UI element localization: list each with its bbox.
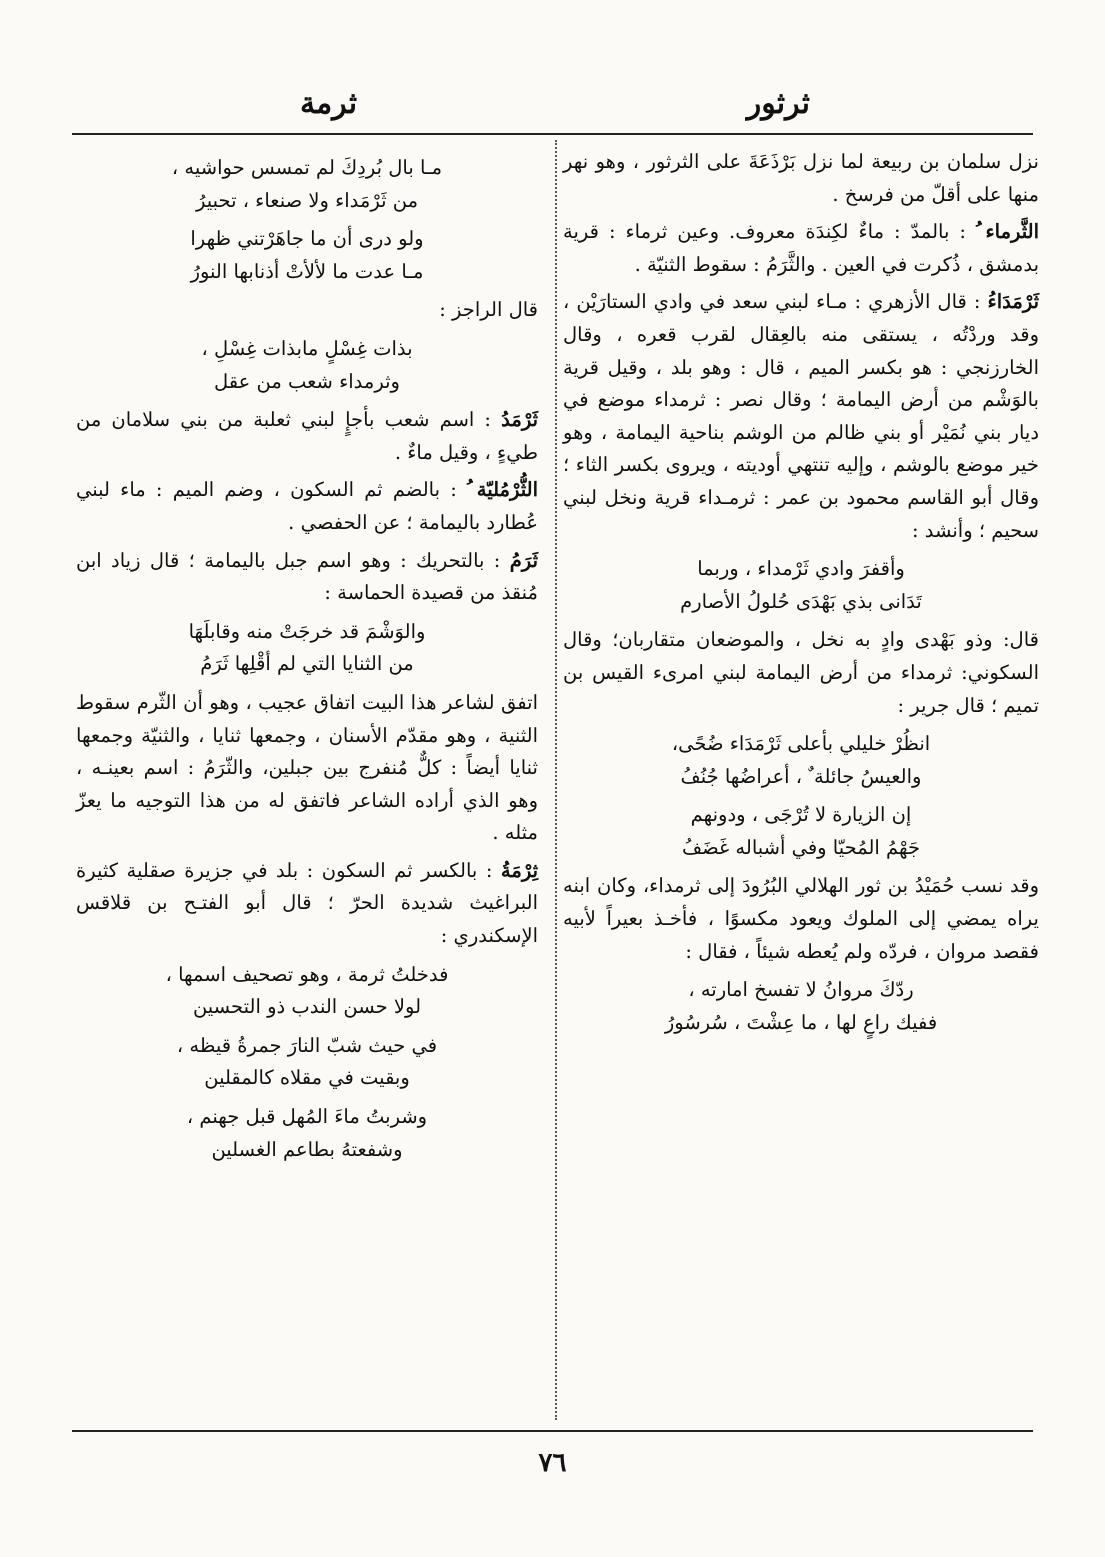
entry-text: : قال الأزهري : مـاء لبني سعد في وادي الستارَيْن ، وقد وردْتُه ، يستقى منه بالعِقال لقرب قعره ، وقال الخارزنجي : هو بكسر الميم ، قال : وهو بلد ، وقيل قرية بالوَشْم من أرض اليمامة ؛ وقال نصر : ثرمداء موضع في ديار بني نُمَيْر أو بني ظالم من الوشم بناحية اليمامة ، وهو خير موضع بالوشم ، وإليه تنتهي أوديته ، ويروى بكسر الثاء ؛ وقال أبو القاسم محمود بن عمر : ثرمـداء قرية ونخل لبني سحيم ؛ وأنشد : bbox=[563, 290, 1039, 542]
right-column bbox=[563, 146, 1039, 1045]
verse-line: في حيث شبّ النارَ جمرةُ قيظه ، bbox=[176, 1033, 438, 1057]
entry bbox=[76, 474, 538, 539]
verse-line: مـا عدت ما لألأتْ أذنابها النورُ bbox=[190, 259, 424, 283]
entry-text: : بالمدّ : ماءٌ لكِندَة معروف. وعين ثرماء : قرية بدمشق ، ذُكرت في العين . والثَّرَمُ : سقوط الثنيّة . bbox=[563, 220, 1039, 276]
entry bbox=[76, 404, 538, 469]
footer-rule bbox=[72, 1430, 1033, 1432]
verse-line: من ثَرْمَداء ولا صنعاء ، تحبيرُ bbox=[195, 188, 419, 212]
poem-verse bbox=[76, 1030, 538, 1095]
entry-headword: الثَّرماء ُ bbox=[975, 220, 1040, 244]
poem-verse bbox=[563, 553, 1039, 618]
verse-line: لولا حسن الندب ذو التحسين bbox=[192, 995, 422, 1019]
entry-headword: ثَرْمَدَاءُ bbox=[987, 290, 1040, 314]
header-rule bbox=[72, 133, 1033, 135]
verse-line: بذات غِسْلٍ مابذات غِسْلِ ، bbox=[201, 336, 413, 360]
verse-line: من الثنايا التي لم أقْلِها ثَرَمُ bbox=[200, 652, 414, 676]
entry-headword: الثُّرْمُليّة ُ bbox=[467, 478, 538, 502]
verse-line: ففيك راعٍ لها ، ما عِشْتَ ، سُرسُورُ bbox=[664, 1010, 938, 1034]
page-number: ٧٦ bbox=[538, 1448, 567, 1478]
entry bbox=[76, 855, 538, 953]
entry bbox=[563, 216, 1039, 281]
verse-line: جَهْمُ المُحيّا وفي أشباله غَضَفُ bbox=[681, 835, 921, 859]
running-header-right: ثرثور bbox=[746, 86, 810, 121]
entry-headword: ثَرَمُ bbox=[509, 548, 538, 572]
poem-verse bbox=[563, 728, 1039, 793]
verse-line: انظُرْ خليلي بأعلى ثَرْمَدَاء ضُحًى، bbox=[671, 732, 931, 756]
verse-line: والعيسُ جائلة ٌ ، أعراضُها جُنُفُ bbox=[680, 764, 922, 788]
verse-line: وثرمداء شعب من عقل bbox=[214, 369, 400, 393]
poem-verse bbox=[76, 1101, 538, 1166]
verse-line: وبقيت في مقلاه كالمقلين bbox=[204, 1066, 410, 1090]
poem-verse bbox=[563, 974, 1039, 1039]
paragraph: اتفق لشاعر هذا البيت اتفاق عجيب ، وهو أن الثّرم سقوط الثنية ، وهو مقدّم الأسنان ، وجمعها ثنايا ، والثنيّة وجمعها ثنايا أيضاً : كلٌّ مُنفرج بين جبلين، والثّرَمُ : اسم بعينـه ، وهو الذي أراده الشاعر فاتفق له من هذا التوجيه ما يعزّ مثله . bbox=[76, 690, 538, 845]
verse-line: ردّكَ مروانُ لا تفسخ امارته ، bbox=[688, 978, 914, 1002]
column-divider bbox=[555, 140, 557, 1420]
entry-text: : بالضم ثم السكون ، وضم الميم : ماء لبني عُطارد باليمامة ؛ عن الحفصي . bbox=[76, 478, 538, 534]
entry bbox=[76, 545, 538, 610]
running-header-left: ثرمة bbox=[300, 86, 358, 121]
entry-headword: ثَرْمَدُ bbox=[501, 408, 539, 432]
entry-text: : اسم شعب بأجإٍ لبني ثعلبة من بني سلامان من طيءٍ ، وقيل ماءٌ . bbox=[76, 408, 538, 464]
verse-line: ولو درى أن ما جاهَرْتني ظهرا bbox=[190, 227, 424, 251]
verse-line: وشفعتهُ بطاعم الغسلين bbox=[211, 1137, 403, 1161]
left-column bbox=[76, 146, 538, 1172]
poem-verse bbox=[76, 223, 538, 288]
paragraph: وقد نسب حُمَيْدُ بن ثور الهلالي البُرُودَ إلى ثرمداء، وكان ابنه يراه يمضي إلى الملوك ويعود مكسوًا ، فأخـذ بعيراً لأبيه فقصد مروان ، فردّه ولم يُعطه شيئاً ، فقال : bbox=[563, 874, 1039, 963]
verse-line: وأقفرَ وادي ثَرْمداء ، وربما bbox=[697, 557, 905, 581]
poem-verse bbox=[76, 959, 538, 1024]
poem-verse bbox=[76, 616, 538, 681]
verse-line: والوَشْمَ قد خرجَتْ منه وقابلَهَا bbox=[188, 619, 426, 643]
entry-headword: ثِرْمَةُ bbox=[500, 858, 539, 882]
verse-line: مـا بال بُردِكَ لم تمسس حواشيه ، bbox=[171, 156, 443, 179]
entry-text: : بالتحريك : وهو اسم جبل باليمامة ؛ قال زياد ابن مُنقذ من قصيدة الحماسة : bbox=[76, 548, 538, 605]
poem-verse bbox=[76, 152, 538, 217]
poem-verse bbox=[563, 799, 1039, 864]
verse-line: فدخلتُ ثرمة ، وهو تصحيف اسمها ، bbox=[165, 962, 449, 986]
entry bbox=[563, 286, 1039, 547]
verse-line: وشربتُ ماءَ المُهل قبل جهنم ، bbox=[186, 1105, 428, 1129]
entry-text: : بالكسر ثم السكون : بلد في جزيرة صقلية كثيرة البراغيث شديدة الحرّ ؛ قال أبو الفتـح بن قلاقس الإسكندري : bbox=[76, 858, 538, 948]
paragraph: نزل سلمان بن ربيعة لما نزل بَرْذَعَةَ على الثرثور ، وهو نهر منها على أقلّ من فرسخ . bbox=[563, 150, 1039, 206]
paragraph: قال الراجز : bbox=[439, 298, 538, 322]
paragraph: قال: وذو بَهْدى وادٍ به نخل ، والموضعان متقاربان؛ وقال السكوني: ثرمداء من أرض اليمامة لبني امرىء القيس بن تميم ؛ قال جرير : bbox=[563, 628, 1039, 717]
verse-line: تَدَانى بذي بَهْدَى حُلولُ الأصارم bbox=[680, 589, 922, 613]
poem-verse bbox=[76, 333, 538, 398]
verse-line: إن الزيارة لا تُرْجَى ، ودونهم bbox=[690, 803, 912, 827]
